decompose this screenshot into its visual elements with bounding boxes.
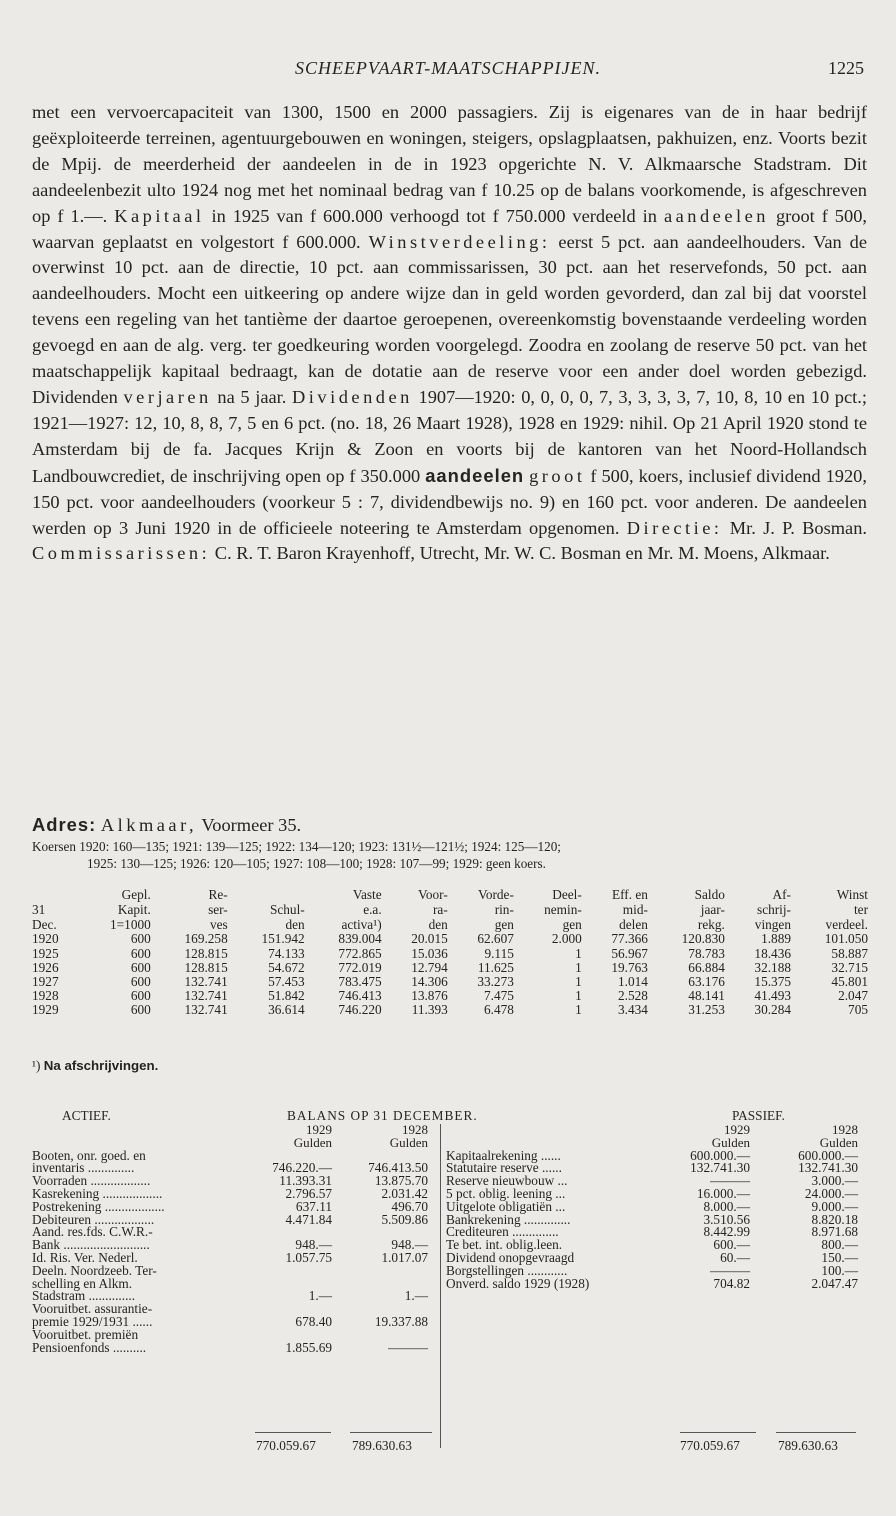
footnote-mark: ¹): [32, 1058, 41, 1073]
table-row: [30, 1003, 870, 1017]
table-cell: 746.220: [338, 1002, 382, 1018]
table-row: [30, 932, 870, 946]
groot-label: groot: [529, 465, 586, 486]
table-header-row: [30, 903, 870, 918]
table-cell: 15.036: [411, 945, 448, 961]
table-cell: 9.115: [484, 945, 514, 961]
table-cell: 11.625: [477, 959, 514, 975]
running-title: SCHEEPVAART-MAATSCHAPPIJEN.: [294, 58, 602, 78]
table-cell: 13.876: [411, 988, 448, 1004]
passief-value-1928: 8.971.68: [811, 1224, 858, 1240]
actief-label: Voorraden ..................: [32, 1173, 151, 1189]
actief-label: Id. Ris. Ver. Nederl.: [32, 1249, 138, 1265]
table-cell: 1: [575, 974, 582, 989]
actief-value-1929: 948.—: [295, 1237, 332, 1253]
actief-value-1928: 746.413.50: [368, 1160, 428, 1176]
aandeelen-label: aandeelen: [663, 205, 769, 226]
table-header-cell: nemin-: [544, 901, 582, 917]
table-header-cell: Schul-: [269, 901, 305, 917]
table-cell: 14.306: [411, 974, 448, 989]
commissarissen-label: Commissarissen:: [32, 543, 211, 564]
dividenden-label: Dividenden: [292, 386, 413, 407]
passief-unit-1929: Gulden: [711, 1134, 750, 1150]
table-header-cell: jaar-: [700, 901, 725, 917]
passief-unit-1928: Gulden: [819, 1134, 858, 1150]
table-cell: 3.434: [618, 1002, 648, 1018]
table-cell: 600: [130, 974, 151, 989]
table-header-row: [30, 918, 870, 933]
passief-value-1928: 2.047.47: [811, 1275, 858, 1291]
passief-value-1929: ———: [710, 1262, 750, 1278]
table-cell: 839.004: [338, 931, 382, 947]
actief-value-1929: 637.11: [295, 1198, 332, 1214]
passief-label: Borgstellingen ............: [446, 1262, 568, 1278]
table-header-cell: Eff. en: [611, 887, 648, 902]
total-actief-1929: 770.059.67: [256, 1438, 316, 1453]
table-cell: 58.887: [831, 945, 868, 961]
adres-label: Adres:: [32, 814, 97, 835]
actief-value-1929: 4.471.84: [285, 1211, 332, 1227]
page-number: 1225: [828, 58, 864, 78]
company-description: [32, 100, 867, 567]
table-cell: 705: [848, 1002, 868, 1018]
table-cell: 31.253: [688, 1002, 725, 1018]
passief-label: Te bet. int. oblig.leen.: [446, 1237, 563, 1253]
table-header-cell: Af-: [772, 887, 791, 902]
actief-heading: ACTIEF.: [62, 1108, 111, 1123]
passief-value-1928: 150.—: [821, 1249, 858, 1265]
passief-label: Kapitaalrekening ......: [446, 1147, 561, 1163]
passief-value-1928: 600.000.—: [798, 1147, 858, 1163]
passief-year-row: [446, 1124, 868, 1137]
table-row: [30, 947, 870, 961]
passief-value-1929: 60.—: [720, 1249, 750, 1265]
table-header-cell: Vaste: [352, 887, 382, 902]
actief-label: inventaris ..............: [32, 1160, 135, 1176]
table-cell: 132.741: [184, 988, 228, 1004]
table-cell: 41.493: [754, 988, 791, 1004]
total-passief-1928: 789.630.63: [778, 1438, 838, 1453]
table-cell: 1928: [32, 988, 59, 1004]
actief-label: Booten, onr. goed. en: [32, 1147, 146, 1163]
actief-row: [32, 1339, 432, 1355]
table-cell: 1925: [32, 945, 59, 961]
table-cell: 128.815: [184, 945, 228, 961]
total-rule-actief-1929: [255, 1432, 331, 1433]
actief-value-1929: 746.220.—: [272, 1160, 332, 1176]
total-rule-actief-1928: [350, 1432, 432, 1433]
table-cell: 1920: [32, 931, 59, 947]
table-header-cell: ra-: [433, 901, 448, 917]
table-header-cell: rekg.: [697, 916, 725, 932]
table-cell: 51.842: [268, 988, 305, 1004]
actief-label: Aand. res.fds. C.W.R.-: [32, 1224, 153, 1240]
total-passief-1929: 770.059.67: [680, 1438, 740, 1453]
koersen-block: [32, 838, 872, 872]
table-header-cell: [230, 888, 307, 903]
table-cell: 1: [575, 988, 582, 1004]
table-header-cell: 1=1000: [110, 916, 151, 932]
table-cell: 1926: [32, 959, 59, 975]
balance-sheet: [32, 1108, 868, 1448]
table-cell: 19.763: [611, 959, 648, 975]
financial-table-body: [30, 932, 870, 1017]
passief-value-1928: 3.000.—: [811, 1173, 858, 1189]
table-cell: 62.607: [477, 931, 514, 947]
actief-value-1928: 19.337.88: [374, 1313, 428, 1329]
table-cell: 128.815: [184, 959, 228, 975]
actief-label: Kasrekening ..................: [32, 1185, 163, 1201]
actief-year-1929: 1929: [306, 1122, 332, 1137]
table-cell: 132.741: [184, 974, 228, 989]
table-header-cell: delen: [619, 916, 648, 932]
table-cell: 74.133: [268, 945, 305, 961]
actief-value-1929: 678.40: [295, 1313, 332, 1329]
table-cell: 1929: [32, 1002, 59, 1018]
table-cell: 11.393: [411, 1002, 448, 1018]
total-rule-passief-1929: [680, 1432, 756, 1433]
table-cell: 783.475: [338, 974, 382, 989]
table-cell: 78.783: [688, 945, 725, 961]
actief-label: Stadstram ..............: [32, 1288, 136, 1304]
table-cell: 772.019: [338, 959, 382, 975]
passief-value-1928: 9.000.—: [811, 1198, 858, 1214]
table-cell: 77.366: [611, 931, 648, 947]
verjaren-label: verjaren: [123, 386, 212, 407]
footnote: [32, 1058, 158, 1074]
table-header-cell: vingen: [754, 916, 791, 932]
table-cell: 1927: [32, 974, 59, 989]
kapitaal-label: Kapitaal: [114, 205, 205, 226]
table-header-cell: Vorde-: [477, 887, 514, 902]
table-header-cell: verdeel.: [825, 916, 868, 932]
passief-value-1929: 8.442.99: [703, 1224, 750, 1240]
table-cell: 600: [130, 1002, 151, 1018]
koersen-line-2: 1925: 130—125; 1926: 120—105; 1927: 108—100; 1928: 107—99; 1929: geen koers.: [87, 856, 546, 871]
passief-value-1929: 8.000.—: [703, 1198, 750, 1214]
table-cell: 2.000: [551, 931, 582, 947]
actief-value-1929: 1.855.69: [285, 1339, 332, 1355]
actief-value-1928: 5.509.86: [381, 1211, 428, 1227]
table-row: [30, 961, 870, 975]
actief-value-1928: 948.—: [391, 1237, 428, 1253]
financial-table: [30, 888, 870, 1018]
actief-value-1928: 1.017.07: [381, 1249, 428, 1265]
table-header-cell: ter: [853, 901, 868, 917]
table-header-cell: schrij-: [757, 901, 791, 917]
passief-label: Reserve nieuwbouw ...: [446, 1173, 568, 1189]
adres-line: [32, 814, 301, 836]
table-header-cell: 31: [32, 901, 46, 917]
table-cell: 57.453: [268, 974, 305, 989]
table-cell: 1.014: [618, 974, 648, 989]
table-header-cell: Deel-: [552, 887, 582, 902]
table-header-cell: Gepl.: [121, 887, 151, 902]
table-header-cell: ser-: [208, 901, 228, 917]
passief-value-1929: 16.000.—: [696, 1185, 750, 1201]
passief-label: Onverd. saldo 1929 (1928): [446, 1275, 590, 1291]
actief-label: premie 1929/1931 ......: [32, 1313, 153, 1329]
table-header-cell: Re-: [208, 887, 228, 902]
table-header-cell: Saldo: [694, 887, 725, 902]
table-header-cell: Voor-: [417, 887, 448, 902]
actief-label: Pensioenfonds ..........: [32, 1339, 147, 1355]
table-header-cell: activa¹): [341, 916, 382, 932]
table-cell: 12.794: [411, 959, 448, 975]
actief-value-1929: 1.—: [308, 1288, 332, 1304]
table-header-cell: Dec.: [32, 916, 57, 932]
passief-year-1929: 1929: [724, 1122, 750, 1137]
table-cell: 6.478: [483, 1002, 514, 1018]
passief-value-1928: 24.000.—: [804, 1185, 858, 1201]
total-rule-passief-1928: [776, 1432, 856, 1433]
passief-value-1929: 704.82: [713, 1275, 750, 1291]
table-header-cell: [30, 888, 80, 903]
passief-value-1928: 100.—: [821, 1262, 858, 1278]
passief-value-1929: 600.000.—: [690, 1147, 750, 1163]
emissie-text: f 500, koers, inclusief dividend 1920, 150 pct. voor aandeelhouders (voorkeur 5 : 7, dividendbewijs no. 9) en 160 pct. voor anderen. De aandeelen werden op 3 Juni 1920 in de officieele noteering te Amsterdam opgenomen.: [32, 465, 867, 538]
passief-row: [446, 1275, 868, 1291]
adres-street: Voormeer 35.: [201, 815, 302, 835]
table-cell: 48.141: [688, 988, 725, 1004]
table-cell: 33.273: [477, 974, 514, 989]
actief-value-1928: 2.031.42: [381, 1185, 428, 1201]
footnote-text: Na afschrijvingen.: [43, 1058, 159, 1073]
table-cell: 151.942: [261, 931, 305, 947]
table-cell: 66.884: [688, 959, 725, 975]
actief-value-1928: 496.70: [391, 1198, 428, 1214]
commissarissen-text: C. R. T. Baron Krayenhoff, Utrecht, Mr. W. C. Bosman en Mr. M. Moens, Alkmaar.: [214, 543, 830, 564]
table-cell: 18.436: [754, 945, 791, 961]
table-header-cell: Kapit.: [117, 901, 151, 917]
passief-label: Bankrekening ..............: [446, 1211, 571, 1227]
passief-value-1928: 8.820.18: [811, 1211, 858, 1227]
passief-value-1929: ———: [710, 1173, 750, 1189]
directie-label: Directie:: [626, 517, 723, 538]
actief-label: Vooruitbet. assurantie-: [32, 1301, 153, 1317]
actief-unit-1929: Gulden: [293, 1134, 332, 1150]
table-cell: 1: [575, 945, 582, 961]
actief-label: Debiteuren ..................: [32, 1211, 155, 1227]
passief-value-1929: 3.510.56: [703, 1211, 750, 1227]
actief-label: Deeln. Noordzeeb. Ter-: [32, 1262, 157, 1278]
table-cell: 7.475: [483, 988, 514, 1004]
actief-label: Postrekening ..................: [32, 1198, 165, 1214]
passief-value-1928: 800.—: [821, 1237, 858, 1253]
passief-year-1928: 1928: [832, 1122, 858, 1137]
table-cell: 36.614: [268, 1002, 305, 1018]
actief-year-1928: 1928: [402, 1122, 428, 1137]
table-header-cell: gen: [494, 916, 514, 932]
table-cell: 746.413: [338, 988, 382, 1004]
aandeelen-text: groot f 500, waarvan geplaatst en volgestort f 600.000.: [32, 205, 867, 252]
actief-value-1928: 1.—: [404, 1288, 428, 1304]
table-header-cell: e.a.: [363, 901, 382, 917]
table-cell: 54.672: [268, 959, 305, 975]
table-header-cell: ves: [210, 916, 228, 932]
kapitaal-text: in 1925 van f 600.000 verhoogd tot f 750.000 verdeeld in: [211, 205, 657, 226]
table-cell: 2.528: [618, 988, 648, 1004]
table-cell: 600: [130, 931, 151, 947]
passief-value-1929: 600.—: [713, 1237, 750, 1253]
paragraph-intro: met een vervoercapaciteit van 1300, 1500 en 2000 passagiers. Zij is eigenares van de in haar bedrijf geëxploiteerde terreinen, agentuurgebouwen en woningen, steigers, opslagplaatsen, pakhuizen, enz. Voorts bezit de Mpij. de meerderheid der aandeelen in de in 1923 opgerichte N. V. Alkmaarsche Stadstram. Dit aandeelenbezit ulto 1924 nog met het nominaal bedrag van f 10.25 op de balans voorkomende, is afgeschreven op f 1.—.: [32, 102, 867, 226]
table-header-cell: den: [428, 916, 448, 932]
table-cell: 120.830: [681, 931, 725, 947]
actief-label: Vooruitbet. premiën: [32, 1326, 139, 1342]
koersen-line-1: Koersen 1920: 160—135; 1921: 139—125; 1922: 134—120; 1923: 131½—121½; 1924: 125—120;: [32, 839, 561, 854]
table-cell: 20.015: [411, 931, 448, 947]
dividenden-text: 1907—1920: 0, 0, 0, 0, 7, 3, 3, 3, 3, 7, 10, 8, 10 en 10 pct.; 1921—1927: 12, 10, 8, 8, 7, 5 en 6 pct. (no. 18, 26 Maart 1928), 1928 en 1929: nihil. Op 21 April 1920 stond te Amsterdam bij de fa. Jacques Krijn & Zoon en voorts bij de kantoren van het Noord-Hollandsch Landbouwcrediet, de inschrijving open op f 350.000: [32, 386, 867, 486]
passief-column: [446, 1124, 868, 1290]
passief-label: Statutaire reserve ......: [446, 1160, 562, 1176]
passief-value-1929: 132.741.30: [690, 1160, 750, 1176]
actief-value-1929: 2.796.57: [285, 1185, 332, 1201]
actief-value-1929: 11.393.31: [279, 1173, 332, 1189]
table-cell: 772.865: [338, 945, 382, 961]
table-cell: 15.375: [754, 974, 791, 989]
table-cell: 600: [130, 988, 151, 1004]
adres-city: Alkmaar,: [100, 815, 198, 835]
aandeelen-bold: aandeelen: [425, 464, 525, 486]
table-cell: 1: [575, 959, 582, 975]
actief-column: [32, 1124, 432, 1354]
table-cell: 1: [575, 1002, 582, 1018]
table-row: [30, 975, 870, 989]
actief-value-1928: ———: [388, 1339, 428, 1355]
actief-value-1929: 1.057.75: [285, 1249, 332, 1265]
table-cell: 32.188: [754, 959, 791, 975]
actief-year-row: [32, 1124, 432, 1137]
actief-unit-1928: Gulden: [389, 1134, 428, 1150]
table-header-cell: rin-: [494, 901, 514, 917]
passief-label: Uitgelote obligatiën ...: [446, 1198, 566, 1214]
total-actief-1928: 789.630.63: [352, 1438, 412, 1453]
table-cell: 600: [130, 959, 151, 975]
directie-text: Mr. J. P. Bosman.: [729, 517, 867, 538]
table-cell: 63.176: [688, 974, 725, 989]
table-cell: 101.050: [824, 931, 868, 947]
table-cell: 56.967: [611, 945, 648, 961]
passief-label: 5 pct. oblig. leening ...: [446, 1185, 566, 1201]
table-cell: 45.801: [831, 974, 868, 989]
winstverdeeling-label: Winstverdeeling:: [368, 231, 551, 252]
actief-value-1928: 13.875.70: [374, 1173, 428, 1189]
actief-label: schelling en Alkm.: [32, 1275, 133, 1291]
table-header-cell: Winst: [836, 887, 868, 902]
actief-label: Bank ..........................: [32, 1237, 150, 1253]
table-row: [30, 989, 870, 1003]
table-header-row: [30, 888, 870, 903]
table-header-cell: den: [285, 916, 305, 932]
verjaren-text: na 5 jaar.: [217, 386, 287, 407]
passief-label: Dividend onopgevraagd: [446, 1249, 575, 1265]
table-header-cell: gen: [562, 916, 582, 932]
passief-label: Crediteuren ..............: [446, 1224, 559, 1240]
passief-value-1928: 132.741.30: [798, 1160, 858, 1176]
table-cell: 600: [130, 945, 151, 961]
table-cell: 1.889: [761, 931, 791, 947]
table-cell: 132.741: [184, 1002, 228, 1018]
passief-heading: PASSIEF.: [732, 1108, 785, 1123]
page-header: [0, 58, 896, 88]
table-header-cell: mid-: [622, 901, 648, 917]
winstverdeeling-text: eerst 5 pct. aan aandeelhouders. Van de overwinst 10 pct. aan de directie, 10 pct. aan commissarissen, 30 pct. aan het reservefonds, 50 pct. aan aandeelhouders. Mocht een uitkeering op andere wijze dan in geld worden gevorderd, dan zal bij dat voorstel tevens een regeling van het tantième der daartoe geroepenen, overeenkomstig bovenstaande verdeeling worden gevoegd en aan de alg. verg. ter goedkeuring worden voorgelegd. Zoodra en zoolang de reserve 50 pct. van het maatschappelijk kapitaal bedraagt, kan de dotatie aan de reserve voor een ander doel worden gebezigd. Dividenden: [32, 231, 867, 407]
column-divider: [440, 1124, 441, 1448]
financial-table-header: [30, 888, 870, 932]
table-cell: 2.047: [838, 988, 868, 1004]
table-cell: 32.715: [831, 959, 868, 975]
table-cell: 30.284: [754, 1002, 791, 1018]
balance-title: BALANS OP 31 DECEMBER.: [287, 1108, 478, 1123]
table-cell: 169.258: [184, 931, 228, 947]
